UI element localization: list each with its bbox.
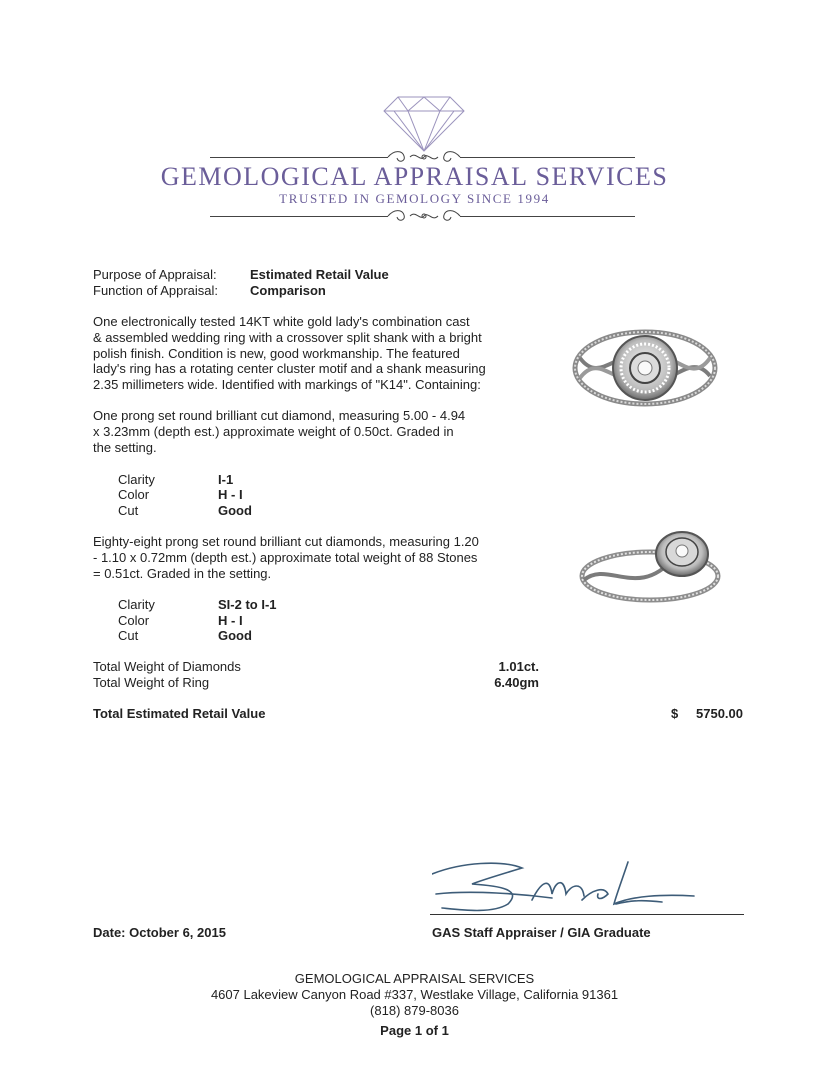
description-line: lady's ring has a rotating center cluster motif and a shank measuring	[93, 361, 486, 377]
header-rule-bottom-right	[460, 216, 635, 217]
description-line: polish finish. Condition is new, good workmanship. The featured	[93, 345, 460, 361]
side-stones-line: = 0.51ct. Graded in the setting.	[93, 565, 272, 581]
ring-photo-side-view	[578, 520, 724, 610]
side-clarity-value: SI-2 to I-1	[218, 597, 277, 612]
center-color-value: H - I	[218, 487, 243, 502]
scroll-ornament-icon	[384, 207, 464, 225]
purpose-label: Purpose of Appraisal:	[93, 267, 217, 282]
appraisal-date: Date: October 6, 2015	[93, 925, 226, 940]
description-line: & assembled wedding ring with a crossover split shank with a bright	[93, 329, 482, 345]
side-color-label: Color	[118, 613, 150, 628]
function-value: Comparison	[250, 283, 326, 298]
side-stones-line: - 1.10 x 0.72mm (depth est.) approximate total weight of 88 Stones	[93, 549, 478, 565]
center-cut-label: Cut	[118, 503, 139, 518]
company-title: GEMOLOGICAL APPRAISAL SERVICES	[160, 162, 669, 191]
center-stone-description	[93, 408, 533, 455]
center-stone-line: One prong set round brilliant cut diamond, measuring 5.00 - 4.94	[93, 408, 466, 423]
header-rule-top-left	[210, 157, 388, 158]
total-ring-weight-value: 6.40gm	[494, 675, 539, 690]
page-number: Page 1 of 1	[380, 1023, 449, 1038]
center-stone-line: the setting.	[93, 439, 157, 455]
description-line: One electronically tested 14KT white gold lady's combination cast	[93, 314, 470, 329]
center-stone-line: x 3.23mm (depth est.) approximate weight of 0.50ct. Graded in	[93, 423, 454, 439]
currency-symbol: $	[671, 706, 679, 721]
side-color-value: H - I	[218, 613, 243, 628]
center-clarity-label: Clarity	[118, 472, 155, 487]
total-diamond-weight-value: 1.01ct.	[498, 659, 539, 674]
appraiser-signature	[432, 860, 702, 920]
side-cut-label: Cut	[118, 628, 139, 643]
purpose-value: Estimated Retail Value	[250, 267, 389, 282]
center-color-label: Color	[118, 487, 150, 502]
center-clarity-value: I-1	[218, 472, 234, 487]
company-tagline: TRUSTED IN GEMOLOGY SINCE 1994	[279, 191, 550, 206]
total-retail-value: 5750.00	[696, 706, 743, 721]
ring-photo-top-view	[572, 318, 718, 416]
side-clarity-label: Clarity	[118, 597, 155, 612]
appraiser-title: GAS Staff Appraiser / GIA Graduate	[432, 925, 651, 940]
header-rule-bottom-left	[210, 216, 388, 217]
footer-company: GEMOLOGICAL APPRAISAL SERVICES	[294, 971, 535, 986]
side-stones-line: Eighty-eight prong set round brilliant cut diamonds, measuring 1.20	[93, 534, 479, 549]
description-line: 2.35 millimeters wide. Identified with markings of "K14". Containing:	[93, 377, 481, 393]
header-rule-top-right	[460, 157, 635, 158]
signature-line	[430, 914, 744, 915]
side-cut-value: Good	[218, 628, 252, 643]
footer-phone: (818) 879-8036	[370, 1003, 459, 1018]
total-ring-weight-label: Total Weight of Ring	[93, 675, 210, 690]
footer-address: 4607 Lakeview Canyon Road #337, Westlake Village, California 91361	[210, 987, 619, 1002]
total-diamond-weight-label: Total Weight of Diamonds	[93, 659, 241, 674]
center-cut-value: Good	[218, 503, 252, 518]
total-retail-value-label: Total Estimated Retail Value	[93, 706, 266, 721]
function-label: Function of Appraisal:	[93, 283, 219, 298]
item-description	[93, 314, 533, 393]
side-stones-description	[93, 534, 533, 581]
diamond-outline-icon	[380, 93, 468, 155]
